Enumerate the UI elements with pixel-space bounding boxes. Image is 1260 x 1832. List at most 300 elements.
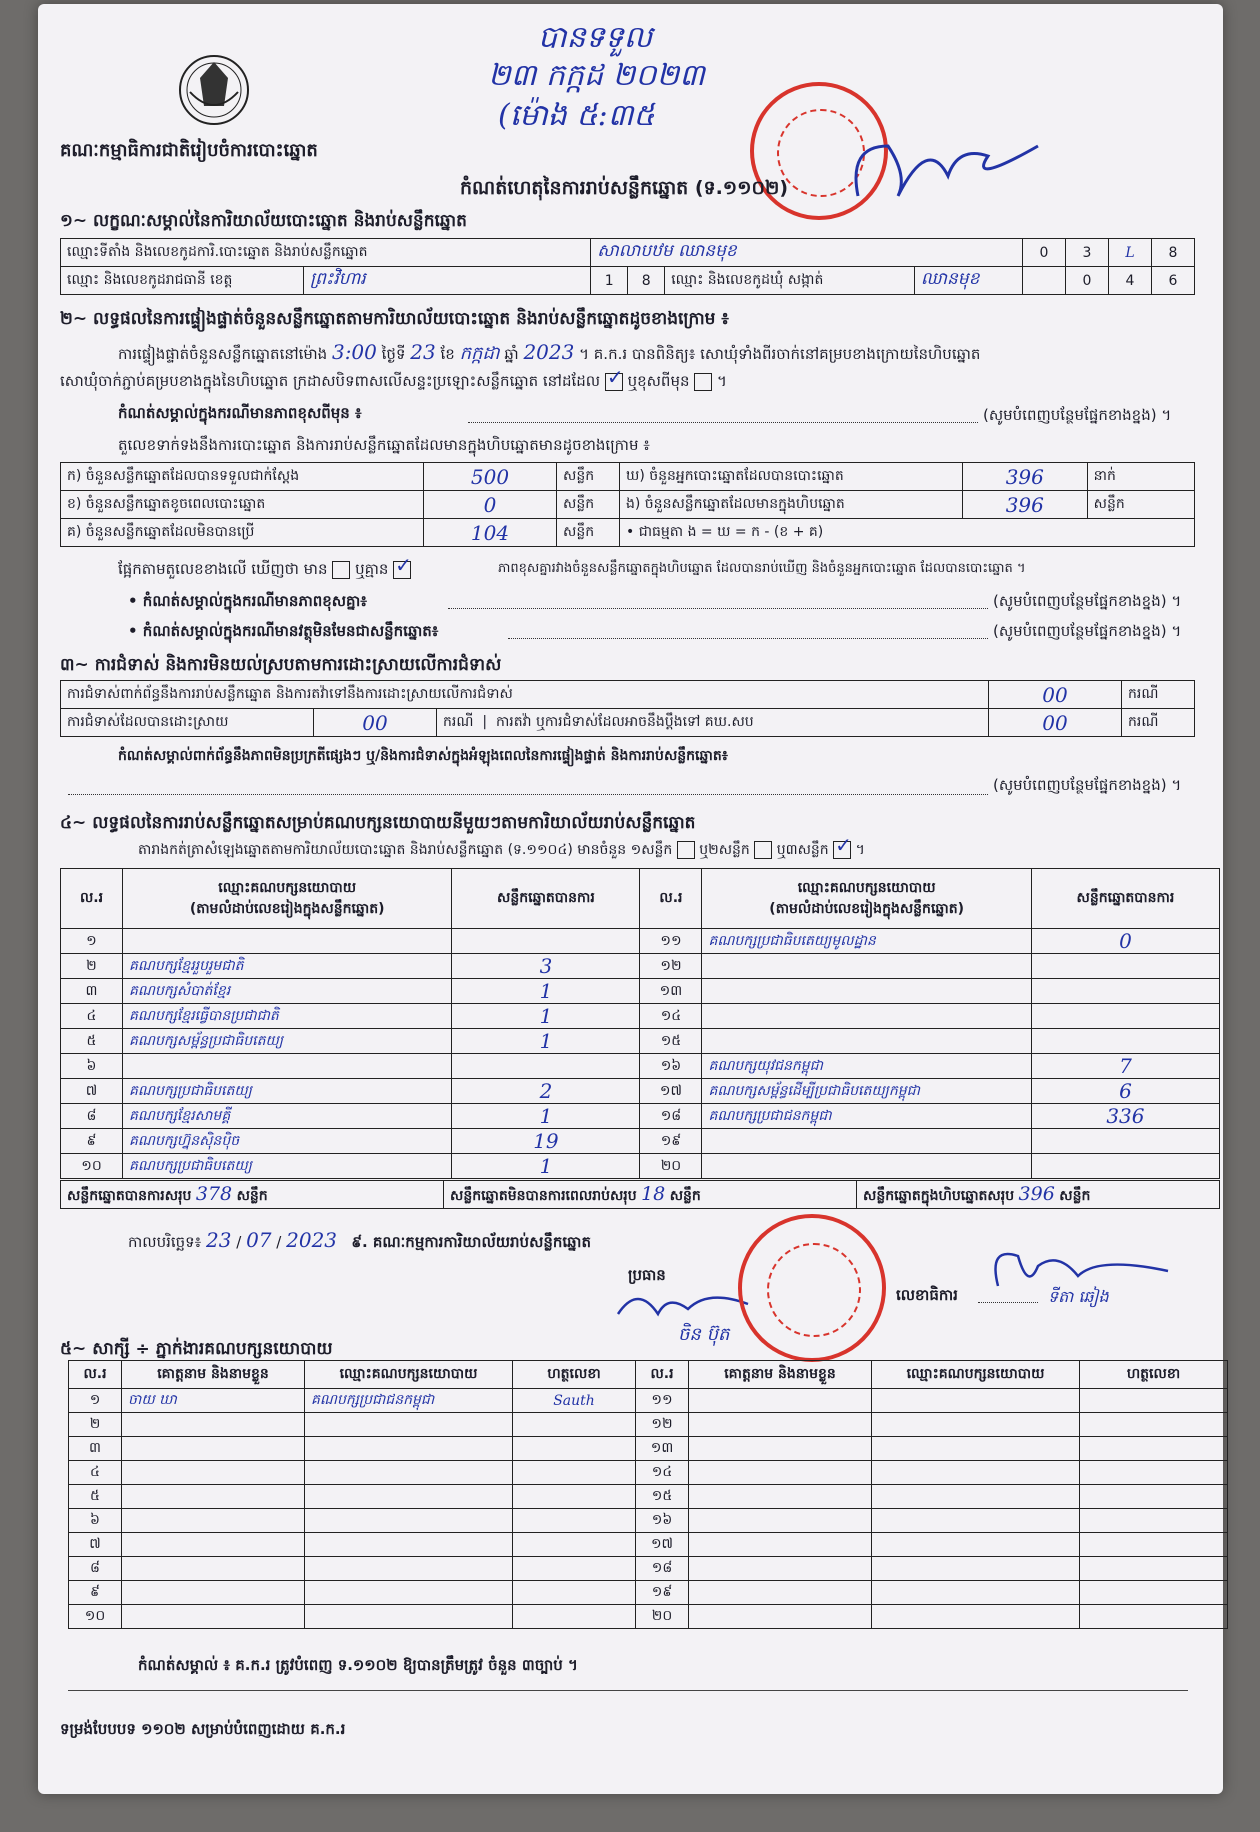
witness-signature	[513, 1533, 636, 1557]
col-party-left-title: ឈ្មោះគណបក្សនយោបាយ	[218, 879, 357, 896]
seal-line-end: ។	[717, 372, 727, 390]
objection-case: ករណី	[1122, 681, 1195, 709]
note-diff2-fill: (សូមបំពេញបន្ថែមផ្នែកខាងខ្នង) ។	[993, 592, 1182, 610]
result-votes	[1031, 1154, 1219, 1179]
location-label: ឈ្មោះទីតាំង និងលេខកូដការិ.បោះឆ្នោត និងរាប់សន្លឹកឆ្នោត	[61, 239, 591, 267]
w-col-no-right: ល.រ	[636, 1361, 689, 1389]
form-title: កំណត់ហេតុនៃការរាប់សន្លឹកឆ្នោត (ទ.១១០២)	[460, 177, 789, 199]
witness-name	[122, 1581, 305, 1605]
witness-no: ១	[69, 1389, 122, 1413]
witness-party	[872, 1485, 1080, 1509]
result-no: ១៦	[640, 1054, 702, 1079]
total-box-unit: សន្លឹក	[1059, 1187, 1091, 1204]
seal-line	[60, 364, 727, 394]
witness-signature: Sauth	[513, 1389, 636, 1413]
witness-no: ៩	[69, 1581, 122, 1605]
witness-party	[305, 1413, 513, 1437]
witness-party	[872, 1437, 1080, 1461]
objection-label: ការជំទាស់ពាក់ព័ន្ធនឹងការរាប់សន្លឹកឆ្នោត និងការតវ៉ាទៅនឹងការដោះស្រាយលើការជំទាស់	[61, 681, 989, 709]
witness-no: ២០	[636, 1605, 689, 1629]
note-foreign-dotline	[508, 638, 988, 639]
note-diff-label: កំណត់សម្គាល់ក្នុងករណីមានភាពខុសពីមុន ៖	[118, 404, 362, 422]
result-no: ៧	[61, 1079, 123, 1104]
voters-label: ឃ) ចំនួនអ្នកបោះឆ្នោតដែលបានបោះឆ្នោត	[620, 463, 963, 491]
witness-party	[305, 1581, 513, 1605]
result-votes: 1	[452, 1029, 640, 1054]
witness-party	[872, 1605, 1080, 1629]
result-votes	[1031, 954, 1219, 979]
witness-name	[122, 1533, 305, 1557]
total-valid-cell	[61, 1181, 444, 1209]
result-party: គណបក្សប្រជាធិបតេយ្យ	[122, 1154, 451, 1179]
secretary-label: លេខាធិការ	[896, 1286, 958, 1304]
verify-year-label: ឆ្នាំ	[504, 345, 519, 363]
location-value: សាលាបឋម ឈានមុខ	[591, 239, 1023, 267]
result-votes: 1	[452, 1154, 640, 1179]
date-day: 23	[206, 1228, 232, 1252]
appeal-label: ការតវ៉ា ឬការជំទាស់ដែលអាចនឹងប្តឹងទៅ គឃ.សប	[495, 714, 754, 730]
result-party	[702, 1154, 1031, 1179]
three-sheet-label: ឬ៣សន្លឹក	[776, 842, 829, 858]
figures-intro: តួលេខទាក់ទងនឹងការបោះឆ្នោត និងការរាប់សន្លឹកឆ្នោតដែលមានក្នុងហិបឆ្នោតមានដូចខាងក្រោម ៖	[118, 436, 650, 454]
results-row	[61, 929, 1220, 954]
witness-signature	[1080, 1581, 1228, 1605]
witness-name: ចាយ ឃា	[122, 1389, 305, 1413]
total-invalid-value: 18	[641, 1182, 666, 1205]
results-row	[61, 1104, 1220, 1129]
witness-name	[689, 1413, 872, 1437]
witness-no: ១០	[69, 1605, 122, 1629]
verify-month-label: ខែ	[440, 345, 455, 363]
commune-code-3: 6	[1152, 267, 1195, 295]
irregularity-dotline	[68, 794, 988, 795]
spoiled-value: 0	[424, 491, 557, 519]
results-row	[61, 1004, 1220, 1029]
witness-name	[122, 1461, 305, 1485]
note-diff2-label: • កំណត់សម្គាល់ក្នុងករណីមានភាពខុសគ្នា៖	[128, 592, 367, 610]
result-party: គណបក្សសម្ព័ន្ធដើម្បីប្រជាធិបតេយ្យកម្ពុជា	[702, 1079, 1031, 1104]
voters-unit: នាក់	[1087, 463, 1194, 491]
verification-line	[118, 340, 980, 368]
resolved-label: ការជំទាស់ដែលបានដោះស្រាយ	[61, 709, 314, 737]
inbox-unit: សន្លឹក	[1087, 491, 1194, 519]
witness-signature	[1080, 1605, 1228, 1629]
witness-no: ១១	[636, 1389, 689, 1413]
witness-party	[305, 1485, 513, 1509]
result-votes: 1	[452, 1104, 640, 1129]
witness-no: ៤	[69, 1461, 122, 1485]
witness-no: ៦	[69, 1509, 122, 1533]
w-col-name-left: គោត្តនាម និងនាមខ្លួន	[122, 1361, 305, 1389]
result-no: ២	[61, 954, 123, 979]
appeal-case: ករណី	[1122, 709, 1195, 737]
form-sheet	[38, 4, 1223, 1794]
witness-signature	[1080, 1485, 1228, 1509]
witness-party	[872, 1461, 1080, 1485]
spoiled-label: ខ) ចំនួនសន្លឹកឆ្នោតខូចពេលបោះឆ្នោត	[61, 491, 424, 519]
result-no: ១៥	[640, 1029, 702, 1054]
witness-signature	[1080, 1389, 1228, 1413]
result-party	[122, 929, 451, 954]
witness-name	[689, 1389, 872, 1413]
total-invalid-unit: សន្លឹក	[669, 1187, 701, 1204]
province-code-2: 8	[628, 267, 665, 295]
two-sheet-label: ឬ២សន្លឹក	[699, 842, 750, 858]
date-year: 2023	[286, 1228, 338, 1252]
result-votes: 2	[452, 1079, 640, 1104]
verify-day-label: ថ្ងៃទី	[381, 345, 406, 363]
note-foreign-label: • កំណត់សម្គាល់ក្នុងករណីមានវត្ថុមិនមែនជាសន្លឹកឆ្នោត៖	[128, 622, 439, 640]
witness-row	[69, 1461, 1228, 1485]
witness-name	[122, 1485, 305, 1509]
objection-value: 00	[989, 681, 1122, 709]
witness-signature	[513, 1413, 636, 1437]
result-votes: 1	[452, 979, 640, 1004]
witness-name	[689, 1557, 872, 1581]
result-party	[702, 1129, 1031, 1154]
chair-label: ប្រធាន	[628, 1266, 666, 1284]
verify-time: 3:00	[331, 340, 377, 364]
irregularity-note: កំណត់សម្គាល់ពាក់ព័ន្ធនឹងភាពមិនប្រក្រតីផ្សេងៗ ឬ/និងការជំទាស់ក្នុងអំឡុងពេលនៃការផ្ទៀងផ្ទាត់ និងការរាប់សន្លឹកឆ្នោត៖	[118, 748, 728, 764]
witness-signature	[1080, 1509, 1228, 1533]
total-box-cell	[857, 1181, 1220, 1209]
col-no-left: ល.រ	[61, 869, 123, 929]
has-checkbox[interactable]	[332, 561, 350, 579]
witness-no: ២	[69, 1413, 122, 1437]
witness-name	[689, 1509, 872, 1533]
col-party-right	[702, 869, 1031, 929]
witness-no: ១២	[636, 1413, 689, 1437]
witness-signature	[1080, 1557, 1228, 1581]
form-footer: ទម្រង់បែបបទ ១១០២ សម្រាប់បំពេញដោយ គ.ក.រ	[60, 1720, 346, 1738]
location-code-4: 8	[1152, 239, 1195, 267]
result-votes: 3	[452, 954, 640, 979]
three-sheet-checkbox[interactable]: ✓	[835, 833, 852, 857]
result-party	[702, 1029, 1031, 1054]
org-name: គណៈកម្មាធិការជាតិរៀបចំការបោះឆ្នោត	[60, 140, 318, 161]
results-table	[60, 868, 1220, 1179]
witness-row	[69, 1533, 1228, 1557]
witness-no: ១៣	[636, 1437, 689, 1461]
witness-party	[872, 1509, 1080, 1533]
inbox-value: 396	[963, 491, 1088, 519]
result-no: ២០	[640, 1154, 702, 1179]
witness-party	[872, 1413, 1080, 1437]
signature-top	[838, 116, 1068, 216]
sheet-count-line	[138, 833, 865, 861]
location-code-1: 0	[1023, 239, 1066, 267]
witness-signature	[1080, 1461, 1228, 1485]
result-votes	[1031, 1029, 1219, 1054]
witness-name	[689, 1581, 872, 1605]
location-code-3: L	[1109, 239, 1152, 267]
witness-no: ១៩	[636, 1581, 689, 1605]
none-checkbox[interactable]: ✓	[395, 552, 412, 577]
witness-party	[305, 1533, 513, 1557]
col-party-left-sub: (តាមលំដាប់លេខរៀងក្នុងសន្លឹកឆ្នោត)	[189, 900, 385, 917]
result-no: ១៣	[640, 979, 702, 1004]
witness-no: ៨	[69, 1557, 122, 1581]
witness-row	[69, 1485, 1228, 1509]
w-col-party-left: ឈ្មោះគណបក្សនយោបាយ	[305, 1361, 513, 1389]
witness-no: ៥	[69, 1485, 122, 1509]
result-party: គណបក្សប្រជាធិបតេយ្យមូលដ្ឋាន	[702, 929, 1031, 954]
result-votes	[1031, 1004, 1219, 1029]
verify-inspection: ។ គ.ក.រ បានពិនិត្យ៖ សោឃុំទាំងពីរចាក់នៅគម្របខាងក្រោយនៃហិបឆ្នោត	[579, 345, 981, 363]
spoiled-unit: សន្លឹក	[557, 491, 620, 519]
witness-row	[69, 1389, 1228, 1413]
results-row	[61, 1154, 1220, 1179]
witness-signature	[513, 1485, 636, 1509]
witness-name	[122, 1437, 305, 1461]
w-col-sig-left: ហត្ថលេខា	[513, 1361, 636, 1389]
resolved-appeal-cell: ករណី | ការតវ៉ា ឬការជំទាស់ដែលអាចនឹងប្តឹងទៅ គឃ.សប	[437, 709, 989, 737]
result-votes	[452, 929, 640, 954]
witness-name	[122, 1509, 305, 1533]
results-row	[61, 1129, 1220, 1154]
total-box-label: សន្លឹកឆ្នោតក្នុងហិបឆ្នោតសរុប	[863, 1187, 1015, 1204]
witness-signature	[513, 1437, 636, 1461]
result-votes: 1	[452, 1004, 640, 1029]
none-label: ឬគ្មាន	[355, 560, 389, 578]
commune-code-2: 4	[1109, 267, 1152, 295]
one-sheet-checkbox[interactable]	[677, 841, 695, 859]
result-no: ១២	[640, 954, 702, 979]
result-votes: 19	[452, 1129, 640, 1154]
note-diff-fill: (សូមបំពេញបន្ថែមផ្នែកខាងខ្នង) ។	[983, 406, 1172, 424]
witness-no: ១៥	[636, 1485, 689, 1509]
receipt-note-2: ២៣ កក្កដ ២០២៣	[488, 58, 705, 93]
witness-name	[122, 1413, 305, 1437]
col-party-left	[122, 869, 451, 929]
col-party-right-sub: (តាមលំដាប់លេខរៀងក្នុងសន្លឹកឆ្នោត)	[769, 900, 964, 917]
secretary-name: ទីតា ឆៀង	[1048, 1287, 1109, 1306]
unused-value: 104	[424, 519, 557, 547]
witness-signature	[513, 1557, 636, 1581]
witness-signature	[1080, 1437, 1228, 1461]
result-party: គណបក្សខ្មែររួបរួមជាតិ	[122, 954, 451, 979]
totals-table	[60, 1180, 1220, 1209]
verify-year: 2023	[523, 340, 575, 364]
col-votes-right: សន្លឹកឆ្នោតបានការ	[1031, 869, 1219, 929]
result-no: ៩	[61, 1129, 123, 1154]
result-no: ១៩	[640, 1129, 702, 1154]
total-valid-unit: សន្លឹក	[236, 1187, 268, 1204]
col-votes-left: សន្លឹកឆ្នោតបានការ	[452, 869, 640, 929]
commune-code-blank	[1023, 267, 1066, 295]
total-invalid-cell	[444, 1181, 857, 1209]
result-party: គណបក្សខ្មែរធ្វើបានប្រជាជាតិ	[122, 1004, 451, 1029]
note-diff-dotline	[468, 422, 978, 423]
result-party	[702, 979, 1031, 1004]
irregularity-fill: (សូមបំពេញបន្ថែមផ្នែកខាងខ្នង) ។	[993, 776, 1182, 794]
receipt-note-3: (ម៉ោង ៥:៣៥	[498, 98, 655, 133]
resolved-value: 00	[314, 709, 437, 737]
witness-no: ១៨	[636, 1557, 689, 1581]
resolved-case: ករណី	[443, 714, 474, 730]
witness-party	[305, 1605, 513, 1629]
result-no: ១១	[640, 929, 702, 954]
witness-name	[689, 1533, 872, 1557]
result-no: ៤	[61, 1004, 123, 1029]
sheet-count-label: តារាងកត់ត្រាសំឡេងឆ្នោតតាមការិយាល័យបោះឆ្នោត និងរាប់សន្លឹកឆ្នោត (ទ.១១០៤) មានចំនួន ១សន្លឹក	[138, 842, 673, 858]
results-row	[61, 1029, 1220, 1054]
witness-signature	[513, 1461, 636, 1485]
verify-time-label: ការផ្ទៀងផ្ទាត់ចំនួនសន្លឹកឆ្នោតនៅម៉ោង	[118, 345, 328, 363]
witness-signature	[1080, 1413, 1228, 1437]
witness-party	[872, 1581, 1080, 1605]
witness-party: គណបក្សប្រជាជនកម្ពុជា	[305, 1389, 513, 1413]
receipt-note-1: បានទទួល	[538, 20, 653, 55]
section2-title: ២~ លទ្ធផលនៃការផ្ទៀងផ្ទាត់ចំនួនសន្លឹកឆ្នោតតាមការិយាល័យបោះឆ្នោត និងរាប់សន្លឹកឆ្នោតដូចខាងក្រោម ៖	[60, 309, 729, 329]
results-row	[61, 954, 1220, 979]
w-col-no-left: ល.រ	[69, 1361, 122, 1389]
objection-table	[60, 680, 1195, 737]
total-valid-label: សន្លឹកឆ្នោតបានការសរុប	[67, 1187, 192, 1204]
witness-row	[69, 1437, 1228, 1461]
appeal-value: 00	[989, 709, 1122, 737]
committee-label: ៩. គណៈកម្មការការិយាល័យរាប់សន្លឹកឆ្នោត	[351, 1233, 591, 1251]
result-no: ១៤	[640, 1004, 702, 1029]
result-party: គណបក្សប្រជាធិបតេយ្យ	[122, 1079, 451, 1104]
result-no: ១០	[61, 1154, 123, 1179]
formula-note: • ជាធម្មតា ង = ឃ = ក - (ខ + គ)	[620, 519, 1195, 547]
witness-party	[872, 1533, 1080, 1557]
result-party: គណបក្សសម្ព័ន្ធប្រជាធិបតេយ្យ	[122, 1029, 451, 1054]
witness-signature	[513, 1605, 636, 1629]
witness-name	[122, 1605, 305, 1629]
col-no-right: ល.រ	[640, 869, 702, 929]
witness-row	[69, 1413, 1228, 1437]
seal-diff-label: ឬខុសពីមុន	[627, 372, 690, 390]
result-party	[122, 1054, 451, 1079]
witness-no: ១៦	[636, 1509, 689, 1533]
witness-no: ១៧	[636, 1533, 689, 1557]
witness-signature	[1080, 1533, 1228, 1557]
inbox-label: ង) ចំនួនសន្លឹកឆ្នោតដែលមានក្នុងហិបឆ្នោត	[620, 491, 963, 519]
witness-party	[305, 1461, 513, 1485]
result-no: ៦	[61, 1054, 123, 1079]
sheet-count-end: ។	[855, 842, 865, 858]
witness-name	[122, 1557, 305, 1581]
date-line: កាលបរិច្ឆេទ៖ 23 / 07 / 2023 ៩. គណៈកម្មការការិយាល័យរាប់សន្លឹកឆ្នោត	[128, 1228, 591, 1252]
col-party-right-title: ឈ្មោះគណបក្សនយោបាយ	[797, 879, 936, 896]
province-value: ព្រះវិហារ	[304, 267, 591, 295]
date-label: កាលបរិច្ឆេទ៖	[128, 1233, 202, 1251]
official-stamp-bottom	[738, 1214, 886, 1362]
witness-signature	[513, 1581, 636, 1605]
result-votes: 336	[1031, 1104, 1219, 1129]
commune-value: ឈានមុខ	[914, 267, 1022, 295]
date-month: 07	[246, 1228, 272, 1252]
result-votes: 7	[1031, 1054, 1219, 1079]
received-label: ក) ចំនួនសន្លឹកឆ្នោតដែលបានទទួលជាក់ស្តែង	[61, 463, 424, 491]
witness-name	[689, 1461, 872, 1485]
same-checkbox[interactable]: ✓	[606, 364, 624, 389]
witness-party	[305, 1437, 513, 1461]
result-votes: 6	[1031, 1079, 1219, 1104]
witness-no: ១៤	[636, 1461, 689, 1485]
w-col-sig-right: ហត្ថលេខា	[1080, 1361, 1228, 1389]
province-label: ឈ្មោះ និងលេខកូដរាជធានី ខេត្ត	[61, 267, 304, 295]
verify-day: 23	[410, 340, 436, 364]
total-valid-value: 378	[195, 1182, 233, 1205]
result-no: ១៨	[640, 1104, 702, 1129]
chair-name: ចិន ប៊ុត	[678, 1324, 730, 1345]
w-col-name-right: គោត្តនាម និងនាមខ្លួន	[689, 1361, 872, 1389]
witness-signature	[513, 1509, 636, 1533]
received-unit: សន្លឹក	[557, 463, 620, 491]
commune-label: ឈ្មោះ និងលេខកូដឃុំ សង្កាត់	[665, 267, 915, 295]
witness-table	[68, 1360, 1228, 1629]
witness-party	[305, 1557, 513, 1581]
location-table	[60, 238, 1195, 295]
result-no: ១៧	[640, 1079, 702, 1104]
province-code-1: 1	[591, 267, 628, 295]
verify-month: កក្កដា	[459, 343, 500, 364]
note-foreign-fill: (សូមបំពេញបន្ថែមផ្នែកខាងខ្នង) ។	[993, 622, 1182, 640]
result-no: ៨	[61, 1104, 123, 1129]
result-party	[702, 1004, 1031, 1029]
location-code-2: 3	[1066, 239, 1109, 267]
witness-no: ៣	[69, 1437, 122, 1461]
witness-name	[689, 1437, 872, 1461]
footnote: កំណត់សម្គាល់ ៖ គ.ក.រ ត្រូវបំពេញ ទ.១១០២ ឱ្យបានត្រឹមត្រូវ ចំនួន ៣ច្បាប់ ។	[138, 1656, 578, 1674]
results-row	[61, 1079, 1220, 1104]
witness-row	[69, 1557, 1228, 1581]
witness-name	[689, 1605, 872, 1629]
witness-row	[69, 1581, 1228, 1605]
result-votes	[452, 1054, 640, 1079]
witness-row	[69, 1509, 1228, 1533]
has-label: ផ្អែកតាមតួលេខខាងលើ ឃើញថា មាន	[118, 560, 328, 578]
section3-title: ៣~ ការជំទាស់ និងការមិនយល់ស្របតាមការដោះស្រាយលើការជំទាស់	[60, 655, 502, 675]
results-row	[61, 979, 1220, 1004]
result-votes	[1031, 979, 1219, 1004]
unused-unit: សន្លឹក	[557, 519, 620, 547]
result-party: គណបក្សយុវជនកម្ពុជា	[702, 1054, 1031, 1079]
result-party: គណបក្សប្រជាជនកម្ពុជា	[702, 1104, 1031, 1129]
seal-same-label: សោឃុំចាក់ភ្ជាប់គម្របខាងក្នុងនៃហិបឆ្នោត ក្រដាសបិទពាសលើសន្ទះប្រឡោះសន្លឹកឆ្នោត នៅដដែល	[60, 372, 601, 390]
witness-party	[305, 1509, 513, 1533]
section4-title: ៤~ លទ្ធផលនៃការរាប់សន្លឹកឆ្នោតសម្រាប់គណបក្សនយោបាយនីមួយៗតាមការិយាល័យរាប់សន្លឹកឆ្នោត	[60, 813, 696, 833]
received-value: 500	[424, 463, 557, 491]
unused-label: គ) ចំនួនសន្លឹកឆ្នោតដែលមិនបានប្រើ	[61, 519, 424, 547]
result-votes	[1031, 1129, 1219, 1154]
discrepancy-text: ភាពខុសគ្នារវាងចំនួនសន្លឹកឆ្នោតក្នុងហិបឆ្នោត ដែលបានរាប់ឃើញ និងចំនួនអ្នកបោះឆ្នោត ដែលបានបោះឆ្នោត ។	[498, 561, 1026, 576]
two-sheet-checkbox[interactable]	[754, 841, 772, 859]
result-no: ១	[61, 929, 123, 954]
different-checkbox[interactable]	[694, 373, 712, 391]
w-col-party-right: ឈ្មោះគណបក្សនយោបាយ	[872, 1361, 1080, 1389]
witness-no: ៧	[69, 1533, 122, 1557]
witness-row	[69, 1605, 1228, 1629]
result-no: ៥	[61, 1029, 123, 1054]
section1-title: ១~ លក្ខណៈសម្គាល់នៃការិយាល័យបោះឆ្នោត និងរាប់សន្លឹកឆ្នោត	[60, 211, 467, 231]
voters-value: 396	[963, 463, 1088, 491]
result-party: គណបក្សហ្វ៊ុនស៊ិនប៉ិច	[122, 1129, 451, 1154]
result-party: គណបក្សខ្មែរសាមគ្គី	[122, 1104, 451, 1129]
witness-party	[872, 1557, 1080, 1581]
total-invalid-label: សន្លឹកឆ្នោតមិនបានការពេលរាប់សរុប	[450, 1187, 637, 1204]
result-party	[702, 954, 1031, 979]
section5-title: ៥~ សាក្សី ÷ ភ្នាក់ងារគណបក្សនយោបាយ	[60, 1339, 333, 1359]
nec-emblem-icon	[170, 48, 258, 128]
footer-divider	[68, 1690, 1188, 1691]
results-row	[61, 1054, 1220, 1079]
result-party: គណបក្សសំបាត់ខ្មែរ	[122, 979, 451, 1004]
total-box-value: 396	[1018, 1182, 1055, 1205]
